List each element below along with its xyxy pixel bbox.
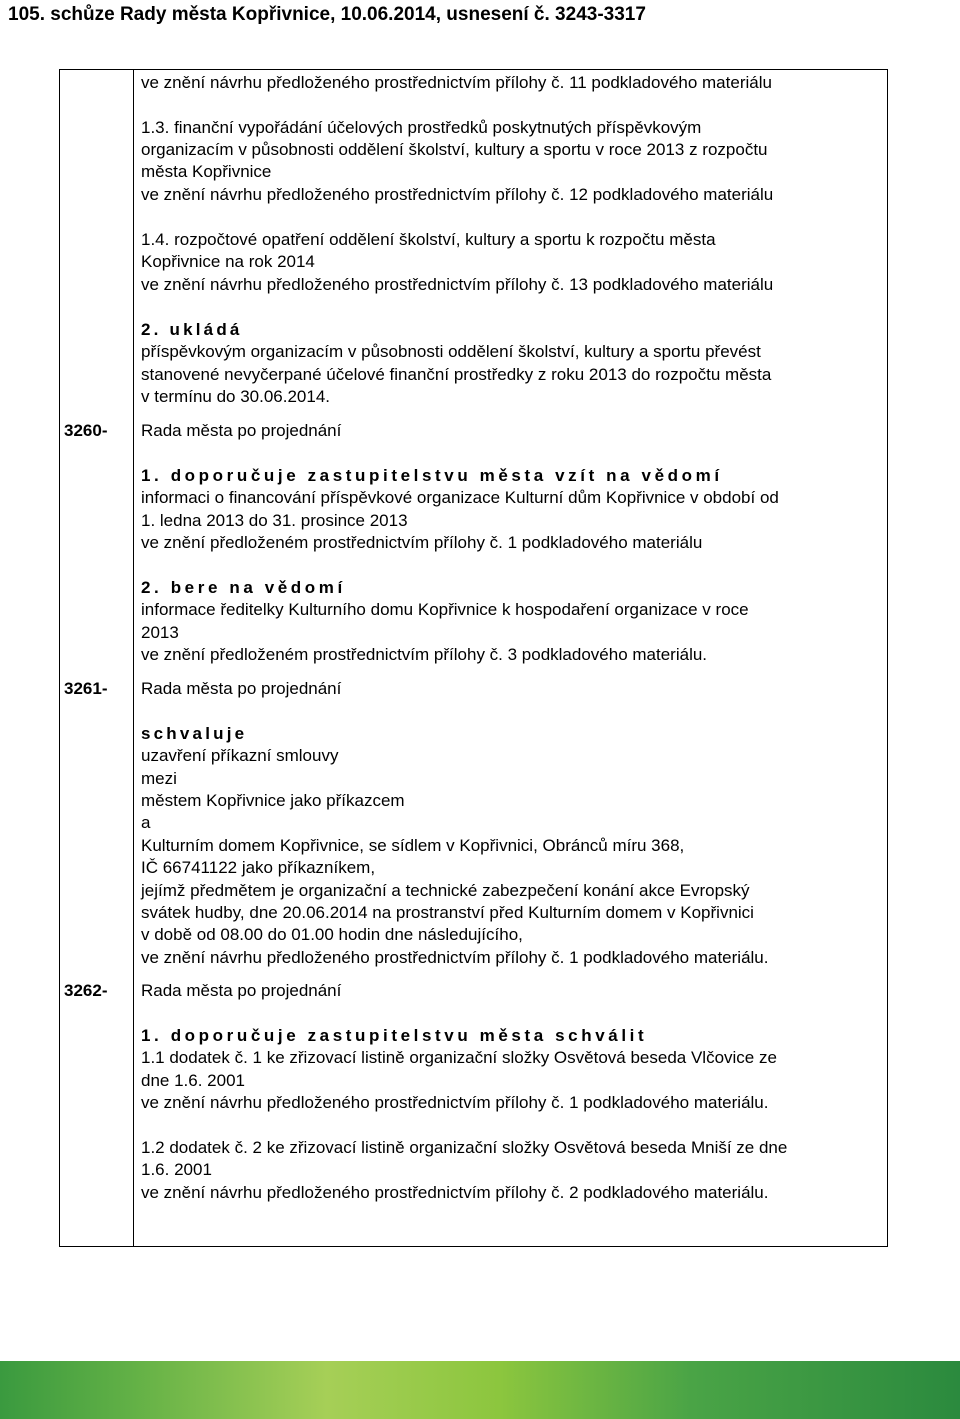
item-1-4-line: ve znění návrhu předloženého prostřednictvím přílohy č. 13 podkladového materiálu [141, 275, 774, 294]
resolution-line: 1. ledna 2013 do 31. prosince 2013 [141, 511, 408, 530]
resolution-line: a [141, 813, 151, 832]
resolution-line: ve znění návrhu předloženého prostřednictvím přílohy č. 1 podkladového materiálu. [141, 948, 769, 967]
resolution-line: informace ředitelky Kulturního domu Kopřivnice k hospodaření organizace v roce [141, 600, 749, 619]
point-2-line: stanovené nevyčerpané účelové finanční prostředky z roku 2013 do rozpočtu města [141, 365, 772, 384]
resolution-line: 1.1 dodatek č. 1 ke zřizovací listině organizační složky Osvětová beseda Vlčovice ze [141, 1048, 777, 1067]
resolution-line: svátek hudby, dne 20.06.2014 na prostranství před Kulturním domem v Kopřivnici [141, 903, 754, 922]
item-1-4-line: Kopřivnice na rok 2014 [141, 252, 315, 271]
item-1-3-line: města Kopřivnice [141, 162, 272, 181]
resolution-line: ve znění návrhu předloženého prostřednictvím přílohy č. 2 podkladového materiálu. [141, 1183, 769, 1202]
resolution-line: ve znění předloženém prostřednictvím přílohy č. 3 podkladového materiálu. [141, 645, 708, 664]
resolution-line: městem Kopřivnice jako příkazcem [141, 791, 405, 810]
resolution-line: 1.2 dodatek č. 2 ke zřizovací listině organizační složky Osvětová beseda Mniší ze dne [141, 1138, 788, 1157]
column-divider [133, 69, 134, 1247]
resolution-line: 2013 [141, 623, 179, 642]
resolution-line: v době od 08.00 do 01.00 hodin dne následujícího, [141, 925, 523, 944]
resolution-line: IČ 66741122 jako příkazníkem, [141, 858, 376, 877]
resolution-line: dne 1.6. 2001 [141, 1071, 245, 1090]
item-1-4-line: 1.4. rozpočtové opatření oddělení školství, kultury a sportu k rozpočtu města [141, 230, 716, 249]
resolution-line: Kulturním domem Kopřivnice, se sídlem v Kopřivnici, Obránců míru 368, [141, 836, 685, 855]
resolution-heading: 2. bere na vědomí [141, 578, 346, 597]
resolution-line: informaci o financování příspěvkové organizace Kulturní dům Kopřivnice v období od [141, 488, 779, 507]
resolution-intro: Rada města po projednání [141, 679, 342, 698]
resolution-number: 3262- [64, 981, 108, 1000]
resolution-intro: Rada města po projednání [141, 421, 342, 440]
page-title: 105. schůze Rady města Kopřivnice, 10.06.2014, usnesení č. 3243-3317 [8, 4, 646, 25]
resolution-line: jejímž předmětem je organizační a technické zabezpečení konání akce Evropský [141, 881, 750, 900]
continuation-line: ve znění návrhu předloženého prostřednictvím přílohy č. 11 podkladového materiálu [141, 73, 772, 92]
resolution-heading: schvaluje [141, 724, 248, 743]
resolution-number: 3260- [64, 421, 108, 440]
item-1-3-line: 1.3. finanční vypořádání účelových prostředků poskytnutých příspěvkovým [141, 118, 702, 137]
point-2-line: příspěvkovým organizacím v působnosti oddělení školství, kultury a sportu převést [141, 342, 761, 361]
resolution-intro: Rada města po projednání [141, 981, 342, 1000]
resolution-line: mezi [141, 769, 177, 788]
resolution-line: uzavření příkazní smlouvy [141, 746, 339, 765]
resolution-line: ve znění předloženém prostřednictvím přílohy č. 1 podkladového materiálu [141, 533, 703, 552]
point-2-heading: 2. ukládá [141, 320, 243, 339]
resolution-number: 3261- [64, 679, 108, 698]
footer-band [0, 1361, 960, 1419]
resolution-heading: 1. doporučuje zastupitelstvu města schválit [141, 1026, 648, 1045]
item-1-3-line: organizacím v působnosti oddělení školství, kultury a sportu v roce 2013 z rozpočtu [141, 140, 768, 159]
item-1-3-line: ve znění návrhu předloženého prostřednictvím přílohy č. 12 podkladového materiálu [141, 185, 774, 204]
point-2-line: v termínu do 30.06.2014. [141, 387, 331, 406]
resolution-heading: 1. doporučuje zastupitelstvu města vzít na vědomí [141, 466, 723, 485]
resolution-line: 1.6. 2001 [141, 1160, 212, 1179]
resolution-line: ve znění návrhu předloženého prostřednictvím přílohy č. 1 podkladového materiálu. [141, 1093, 769, 1112]
